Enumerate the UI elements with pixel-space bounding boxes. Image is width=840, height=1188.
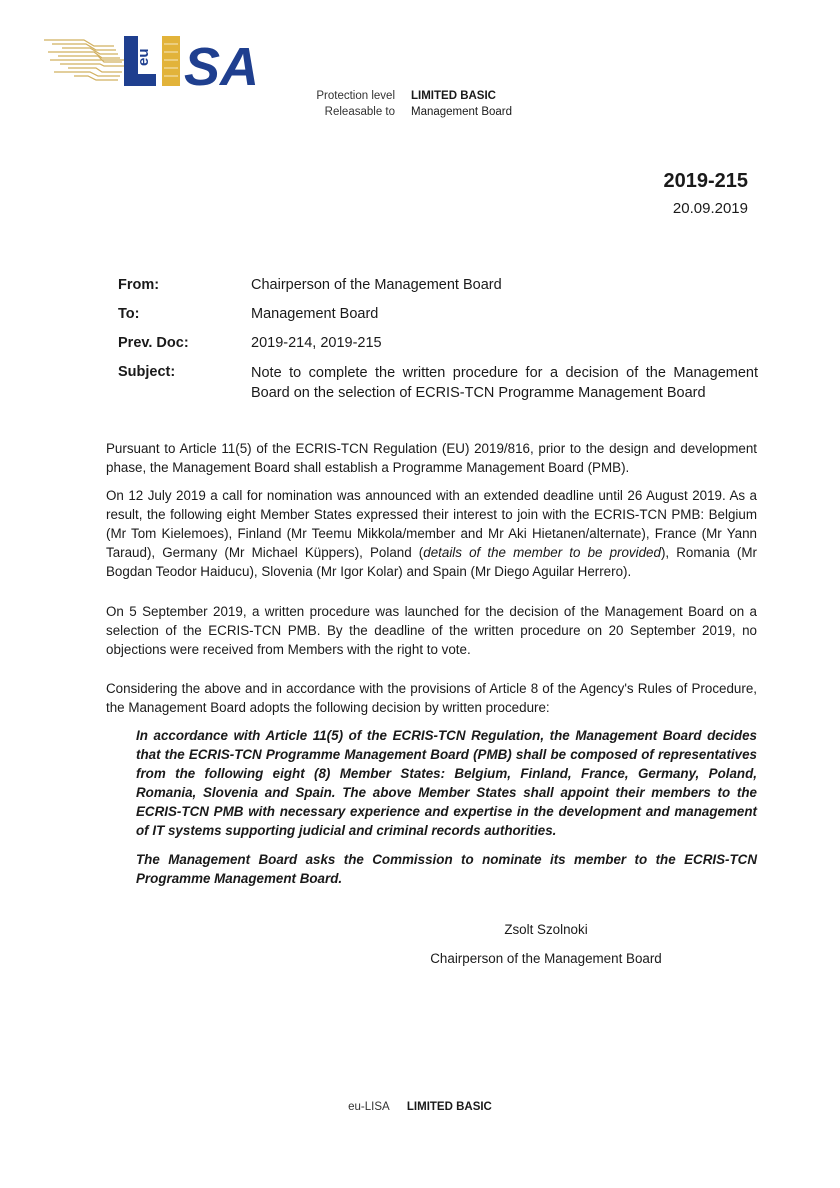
document-reference bbox=[663, 168, 748, 220]
paragraph-written-procedure: On 5 September 2019, a written procedure was launched for the decision of the Management Board on a selection of the ECRIS-TCN PMB. By the deadline of the written procedure on 20 September 2019, no objections were received from Members with the right to vote. bbox=[106, 604, 757, 657]
svg-text:eu: eu bbox=[135, 48, 152, 66]
eu-lisa-logo bbox=[44, 30, 274, 94]
document-body bbox=[106, 439, 757, 898]
svg-text:SA: SA bbox=[184, 37, 260, 94]
signatory-title: Chairperson of the Management Board bbox=[430, 951, 662, 966]
document-header bbox=[118, 276, 758, 413]
from-row bbox=[118, 276, 758, 295]
paragraph-call-note: details of the member to be provided bbox=[423, 545, 661, 560]
page-footer bbox=[0, 1101, 840, 1113]
protection-values bbox=[411, 88, 611, 120]
paragraph-call-for-nomination bbox=[106, 486, 757, 581]
decision-paragraph-composition: In accordance with Article 11(5) of the ECRIS-TCN Regulation, the Management Board decides that the ECRIS-TCN Programme Management Board (PMB) shall be composed of representatives from the following eight (8) Member States: Belgium, Finland, France, Germany, Poland, Romania, Slovenia and Spain. The above Member States shall appoint their members to the ECRIS-TCN PMB with necessary experience and expertise in the development and management of IT systems supporting judicial and criminal records authorities. bbox=[136, 728, 757, 838]
protection-level-value: LIMITED BASIC bbox=[411, 90, 496, 102]
document-date: 20.09.2019 bbox=[672, 200, 748, 217]
subject-row bbox=[118, 363, 758, 403]
releasable-to-value: Management Board bbox=[411, 106, 513, 118]
decision-paragraph-commission: The Management Board asks the Commission to nominate its member to the ECRIS-TCN Programme Management Board. bbox=[136, 852, 757, 886]
footer-organisation: eu-LISA bbox=[348, 1101, 390, 1113]
from-value: Chairperson of the Management Board bbox=[251, 277, 502, 293]
subject-value: Note to complete the written procedure for a decision of the Management Board on the selection of ECRIS-TCN Programme Management Board bbox=[251, 365, 758, 401]
eu-lisa-logo-graphic bbox=[44, 30, 274, 94]
document-number: 2019-215 bbox=[663, 170, 748, 192]
prev-doc-value: 2019-214, 2019-215 bbox=[251, 335, 382, 351]
paragraph-considering: Considering the above and in accordance with the provisions of Article 8 of the Agency's Rules of Procedure, the Management Board adopts the following decision by written procedure: bbox=[106, 681, 757, 715]
footer-protection-level: LIMITED BASIC bbox=[406, 1101, 492, 1113]
to-value: Management Board bbox=[251, 306, 379, 322]
paragraph-call-text-b: ), Romania (Mr Bogdan Teodor Haiducu), Slovenia (Mr Igor Kolar) and Spain (Mr Diego Aguilar Herrero). bbox=[106, 545, 757, 579]
decision-block bbox=[136, 726, 757, 888]
to-label: To: bbox=[118, 306, 140, 322]
signature-block bbox=[416, 920, 676, 969]
from-label: From: bbox=[118, 277, 160, 293]
to-row bbox=[118, 305, 758, 324]
paragraph-legal-basis: Pursuant to Article 11(5) of the ECRIS-TCN Regulation (EU) 2019/816, prior to the design and development phase, the Management Board shall establish a Programme Management Board (PMB). bbox=[106, 441, 757, 475]
subject-label: Subject: bbox=[118, 364, 176, 380]
signatory-name: Zsolt Szolnoki bbox=[504, 922, 588, 937]
prev-doc-label: Prev. Doc: bbox=[118, 335, 189, 351]
prev-doc-row bbox=[118, 334, 758, 353]
protection-level-label: Protection level bbox=[316, 90, 395, 102]
paragraph-call-text-a: On 12 July 2019 a call for nomination was announced with an extended deadline until 26 August 2019. As a result, the following eight Member States expressed their interest to join with the ECRIS-TCN PMB: Belgium (Mr Tom Kielemoes), Finland (Mr Teemu Mikkola/member and Mr Aki Hietanen/alternate), France (Mr Yann Taraud), Germany (Mr Michael Küppers), Poland ( bbox=[106, 488, 757, 560]
releasable-to-label: Releasable to bbox=[324, 106, 395, 118]
protection-labels bbox=[260, 88, 395, 120]
